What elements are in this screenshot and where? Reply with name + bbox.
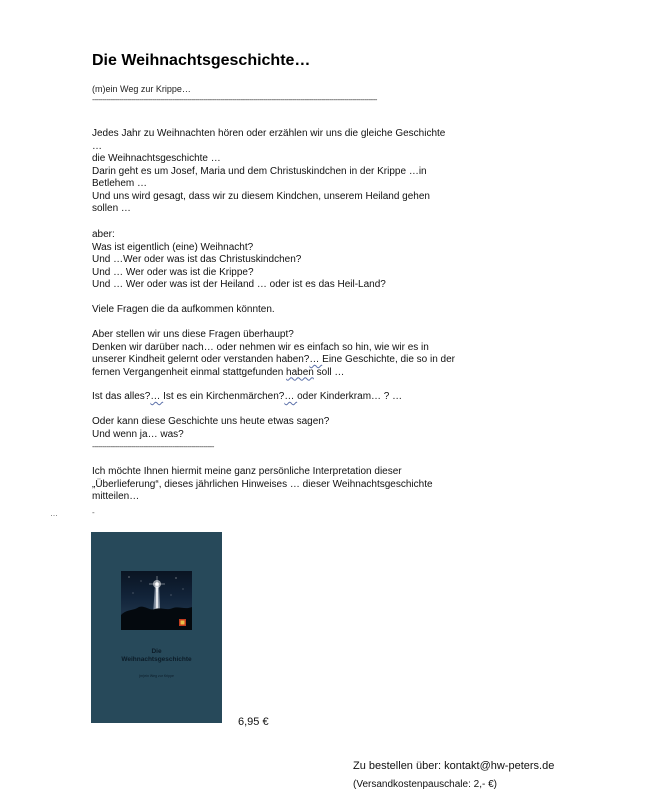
text-line: Denken wir darüber nach… oder nehmen wir es einfach so hin, wie wir es in — [92, 341, 429, 353]
text-span: Ist es ein Kirchenmärchen? — [163, 391, 285, 402]
text-line: Aber stellen wir uns diese Fragen überhaupt? — [92, 329, 294, 340]
spellcheck-mark: … — [150, 391, 164, 402]
spellcheck-mark: … — [309, 354, 323, 365]
book-title-line: Weihnachtsgeschichte — [121, 656, 192, 663]
text-line: Betlehem … — [92, 178, 148, 189]
text-line: … — [92, 140, 102, 152]
text-line: Und …Wer oder was ist das Christuskindchen? — [92, 254, 302, 265]
shipping-note: (Versandkostenpauschale: 2,- €) — [353, 779, 497, 790]
paragraph-intro — [92, 128, 492, 216]
text-line: Und uns wird gesagt, dass wir zu diesem Kindchen, unserem Heiland gehen — [92, 190, 430, 202]
document-subtitle: (m)ein Weg zur Krippe… — [92, 84, 191, 94]
stray-mark: … — [50, 509, 58, 518]
text-line: Ich möchte Ihnen hiermit meine ganz persönliche Interpretation dieser — [92, 466, 402, 477]
text-line: Viele Fragen die da aufkommen könnten. — [92, 304, 275, 315]
paragraph-many-questions — [92, 304, 492, 317]
text-line: Jedes Jahr zu Weihnachten hören oder erzählen wir uns die gleiche Geschichte — [92, 128, 446, 139]
text-line — [92, 391, 492, 404]
price-label: 6,95 € — [238, 716, 269, 728]
text-span: Eine Geschichte, die so in der — [322, 354, 456, 365]
text-span: soll … — [313, 366, 345, 378]
paragraph-meaning — [92, 416, 492, 441]
text-line: Und … Wer oder was ist die Krippe? — [92, 266, 254, 278]
paragraph-is-that-all — [92, 391, 492, 404]
text-line: aber: — [92, 229, 115, 240]
text-line: Darin geht es um Josef, Maria und dem Christuskindchen in der Krippe …in — [92, 165, 427, 177]
paragraph-reflection — [92, 329, 492, 379]
book-cover — [91, 532, 222, 723]
text-line: mitteilen… — [92, 491, 140, 502]
book-subtitle: (m)ein Weg zur Krippe — [139, 674, 174, 678]
book-cover-illustration — [121, 571, 192, 630]
text-span: fernen Vergangenheit einmal stattgefunden — [92, 366, 287, 378]
order-contact[interactable]: Zu bestellen über: kontakt@hw-peters.de — [353, 760, 555, 772]
book-title — [91, 648, 222, 664]
text-line — [92, 367, 492, 380]
text-line: Oder kann diese Geschichte uns heute etwas sagen? — [92, 416, 330, 427]
text-line: Und … Wer oder was ist der Heiland … oder ist es das Heil-Land? — [92, 279, 386, 290]
paragraph-interpretation — [92, 466, 492, 504]
spellcheck-mark: … — [284, 391, 298, 402]
document-title: Die Weihnachtsgeschichte… — [92, 52, 311, 69]
text-span: oder Kinderkram… ? … — [297, 391, 403, 402]
spellcheck-mark: haben — [286, 366, 314, 378]
text-line — [92, 354, 492, 367]
text-line: Und wenn ja… was? — [92, 428, 184, 440]
stray-dot: - — [92, 508, 95, 517]
text-line: „Überlieferung“, dieses jährlichen Hinweises … dieser Weihnachtsgeschichte — [92, 478, 433, 490]
star-of-bethlehem-icon — [121, 571, 192, 630]
text-line: sollen … — [92, 203, 131, 214]
paragraph-questions — [92, 229, 492, 292]
text-span: Ist das alles? — [92, 391, 151, 402]
book-title-line: Die — [151, 648, 162, 655]
separator-line-short: ----------------------------------------------------------- — [92, 442, 214, 451]
text-line: Was ist eigentlich (eine) Weihnacht? — [92, 241, 254, 253]
separator-line: ------------------------------------------------------------------------------------------------------------------------------------------ — [92, 95, 377, 104]
text-line: die Weihnachtsgeschichte … — [92, 153, 221, 164]
text-span: unserer Kindheit gelernt oder verstanden haben? — [92, 354, 310, 365]
